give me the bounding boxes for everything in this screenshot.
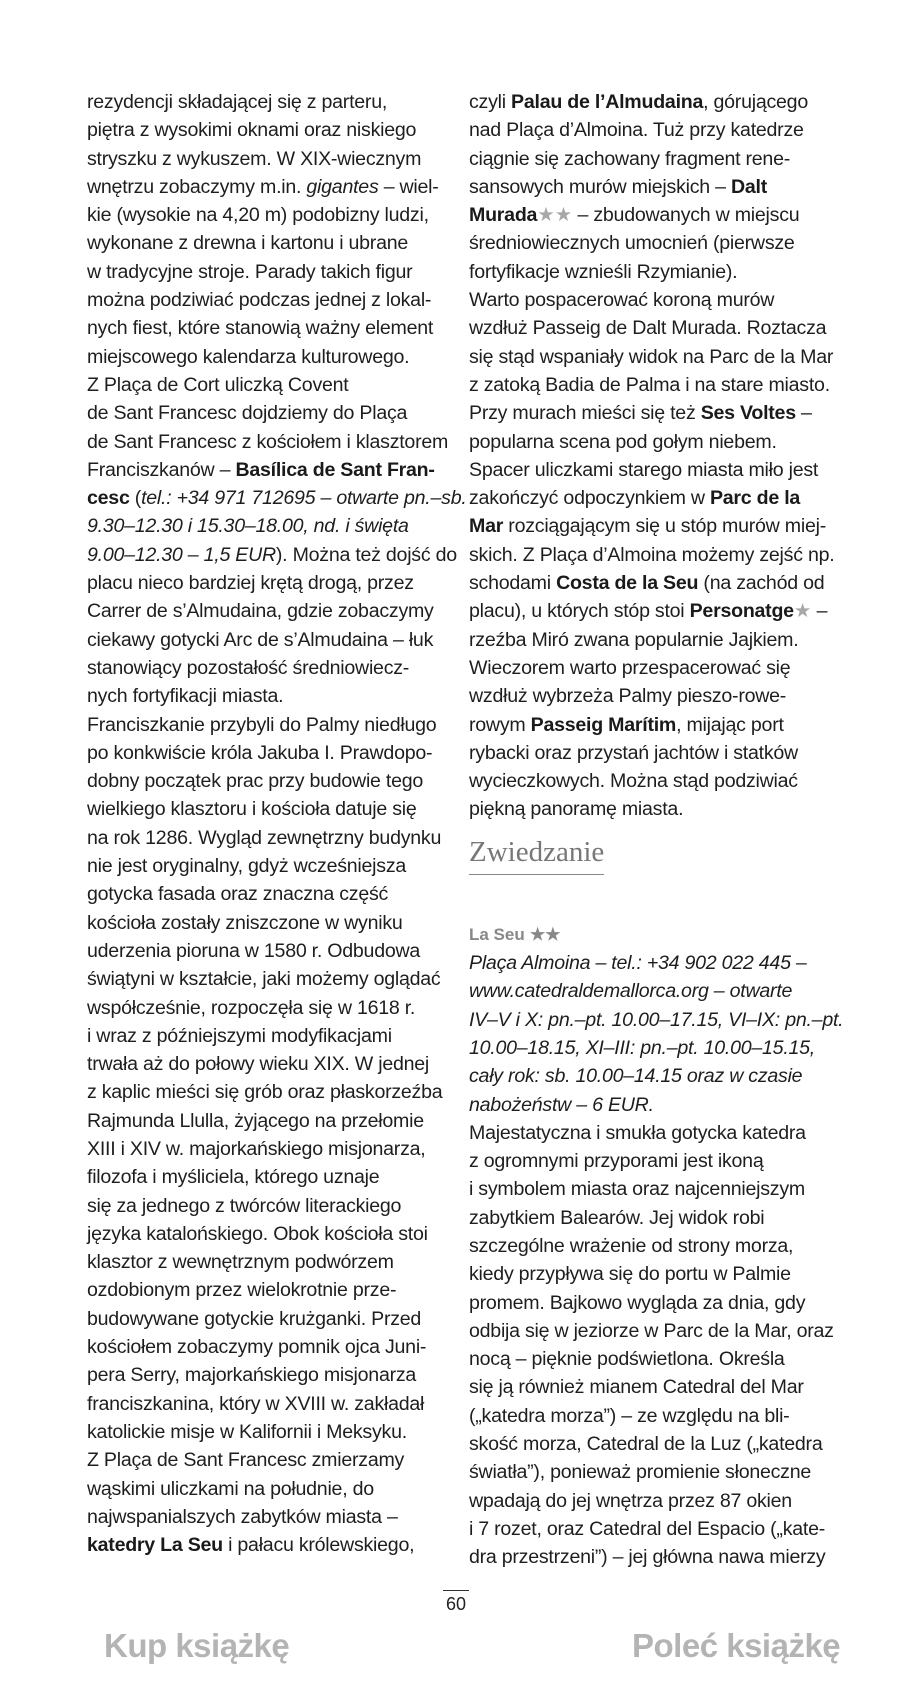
text-line <box>469 371 830 399</box>
text-segment: wykonane z drewna i kartonu i ubrane <box>87 232 409 255</box>
text-line <box>87 937 442 965</box>
text-segment: Personatge <box>689 600 794 623</box>
text-line <box>87 1050 442 1078</box>
sight-info-line: 10.00–18.15, XI–III: pn.–pt. 10.00–15.15, <box>469 1036 815 1059</box>
text-segment: z kaplic mieści się grób oraz płaskorzeźba <box>87 1081 443 1104</box>
text-segment: Passeig Marítim <box>530 713 677 736</box>
text-line <box>87 1390 442 1418</box>
sight-info-line: www.catedraldemallorca.org – otwarte <box>469 980 793 1003</box>
text-line <box>87 399 442 427</box>
text-line <box>469 116 827 144</box>
text-segment: gotycka fasada oraz znaczna część <box>87 883 389 906</box>
text-line <box>87 1192 442 1220</box>
text-line <box>87 428 449 456</box>
text-segment: Mar <box>469 515 504 538</box>
text-line: („katedra morza”) – ze względu na bli- <box>469 1404 790 1427</box>
text-line <box>87 1531 442 1559</box>
text-segment: nad Plaça d’Almoina. Tuż przy katedrze <box>469 119 804 142</box>
text-line <box>87 258 442 286</box>
text-line <box>87 286 442 314</box>
text-line: skość morza, Catedral de la Luz („katedra <box>469 1433 823 1456</box>
text-segment: średniowiecznych umocnień (pierwsze <box>469 232 795 255</box>
text-segment: i pałacu królewskiego, <box>222 1534 415 1557</box>
text-segment: miejscowego kalendarza kulturowego. <box>87 345 410 368</box>
text-line <box>469 286 827 314</box>
text-line <box>469 428 827 456</box>
text-segment: rozciągającym się u stóp murów miej- <box>503 515 826 538</box>
text-line: promem. Bajkowo wygląda za dnia, gdy <box>469 1291 806 1314</box>
text-segment: i wraz z późniejszymi modyfikacjami <box>87 1024 392 1047</box>
text-segment: na rok 1286. Wygląd zewnętrzny budynku <box>87 826 442 849</box>
left-column <box>87 88 467 1559</box>
text-segment: – <box>811 600 828 623</box>
text-line <box>87 795 442 823</box>
text-line: odbija się w jeziorze w Parc de la Mar, oraz <box>469 1319 834 1342</box>
text-segment: 9.30–12.30 i 15.30–18.00, nd. i święta <box>87 515 409 538</box>
text-line <box>469 258 827 286</box>
text-segment: Murada <box>469 204 538 227</box>
text-segment: popularna scena pod gołym niebem. <box>469 430 777 453</box>
text-line <box>469 229 827 257</box>
text-segment: współcześnie, rozpoczęła się w 1618 r. <box>87 996 416 1019</box>
text-segment: , górującego <box>703 91 808 113</box>
text-segment: franciszkanina, który w XVIII w. zakładał <box>87 1392 425 1415</box>
text-line <box>469 314 827 342</box>
sight-stars: ★★ <box>529 924 561 944</box>
text-segment: gigantes <box>306 175 379 198</box>
right-column-text <box>469 88 835 824</box>
text-line: Majestatyczna i smukła gotycka katedra <box>469 1121 806 1144</box>
text-line <box>87 1503 442 1531</box>
text-line <box>87 1418 442 1446</box>
text-segment: de Sant Francesc z kościołem i klasztorem <box>87 430 449 453</box>
sight-info <box>469 949 844 1119</box>
text-line: kiedy przypływa się do portu w Palmie <box>469 1263 791 1286</box>
text-line <box>87 88 442 116</box>
text-segment: rzeźba Miró zwana popularnie Jajkiem. <box>469 628 799 651</box>
text-segment: rezydencji składającej się z parteru, <box>87 91 388 113</box>
text-line <box>87 739 442 767</box>
text-segment: – zbudowanych w miejscu <box>572 204 800 227</box>
text-segment: Costa de la Seu <box>556 572 699 595</box>
text-segment: Palau de l’Almudaina <box>511 91 704 113</box>
text-segment: tel.: +34 971 712695 – otwarte pn.–sb. <box>141 487 467 510</box>
text-line <box>87 1220 442 1248</box>
text-segment: (na zachód od <box>698 572 825 595</box>
text-segment: ( <box>129 487 142 510</box>
text-segment: stanowiący pozostałość średniowiecz- <box>87 656 410 679</box>
text-segment: wielkiego klasztoru i kościoła datuje się <box>87 798 417 821</box>
text-segment: uderzenia pioruna w 1580 r. Odbudowa <box>87 939 421 962</box>
text-segment: zakończyć odpoczynkiem w <box>469 487 710 510</box>
text-line <box>87 654 442 682</box>
text-segment: schodami <box>469 572 557 595</box>
text-segment: stryszku z wykuszem. W XIX-wiecznym <box>87 147 422 170</box>
text-segment: Z Plaça de Cort uliczką Covent <box>87 373 349 396</box>
text-segment: Franciszkanów – <box>87 458 236 481</box>
text-segment: świątyni w kształcie, jaki możemy oglądać <box>87 968 441 991</box>
text-segment: Spacer uliczkami starego miasta miło jest <box>469 458 819 481</box>
text-segment: Wieczorem warto przespacerować się <box>469 656 791 679</box>
text-segment: po konkwiście króla Jakuba I. Prawdopo- <box>87 741 433 764</box>
text-line <box>469 456 827 484</box>
page-number-rule <box>443 1590 469 1591</box>
text-segment: kościoła zostały zniszczone w wyniku <box>87 911 403 934</box>
text-segment: się za jednego z twórców literackiego <box>87 1194 402 1217</box>
text-line <box>87 229 442 257</box>
text-line: nocą – pięknie podświetlona. Określa <box>469 1348 785 1371</box>
text-line: i 7 rozet, oraz Catedral del Espacio („kate- <box>469 1517 826 1540</box>
buy-book-link[interactable]: Kup książkę <box>104 1627 290 1664</box>
text-line <box>469 626 827 654</box>
text-line <box>87 994 442 1022</box>
rating-star-icon: ★★ <box>537 204 573 227</box>
text-line <box>87 1163 442 1191</box>
text-line <box>87 965 442 993</box>
text-segment: Franciszkanie przybyli do Palmy niedługo <box>87 713 437 736</box>
text-line <box>87 1107 442 1135</box>
text-segment: katedry La Seu <box>87 1534 223 1557</box>
text-segment: się stąd wspaniały widok na Parc de la Mar <box>469 345 834 368</box>
text-segment: nych fiest, które stanowią ważny element <box>87 317 434 340</box>
text-line <box>469 343 834 371</box>
page-number: 60 <box>445 1594 467 1614</box>
text-segment: z zatoką Badia de Palma i na stare miasto. <box>469 373 830 396</box>
text-segment: Parc de la <box>709 487 801 510</box>
text-segment: Z Plaça de Sant Francesc zmierzamy <box>87 1449 405 1472</box>
text-line <box>469 597 827 625</box>
text-segment: de Sant Francesc dojdziemy do Plaça <box>87 402 408 425</box>
text-line <box>87 512 442 540</box>
text-segment: kie (wysokie na 4,20 m) podobizny ludzi, <box>87 204 429 227</box>
text-line <box>87 1135 442 1163</box>
text-segment: budowywane gotyckie krużganki. Przed <box>87 1307 422 1330</box>
text-segment: 9.00–12.30 – 1,5 EUR <box>87 543 276 566</box>
text-segment: ciągnie się zachowany fragment rene- <box>469 147 791 170</box>
text-line <box>87 145 442 173</box>
text-line <box>87 597 442 625</box>
text-segment: najwspanialszych zabytków miasta – <box>87 1505 398 1528</box>
text-line: z ogromnymi przyporami jest ikoną <box>469 1150 764 1173</box>
text-line <box>87 1361 442 1389</box>
text-line <box>87 1305 442 1333</box>
text-line <box>87 909 442 937</box>
text-segment: wzdłuż Passeig de Dalt Murada. Roztacza <box>469 317 827 340</box>
text-segment: Przy murach mieści się też <box>469 402 701 425</box>
text-line: dra przestrzeni”) – jej główna nawa mierzy <box>469 1546 826 1569</box>
text-line <box>469 739 827 767</box>
text-segment: ciekawy gotycki Arc de s’Almudaina – łuk <box>87 628 434 651</box>
text-segment: cesc <box>87 487 130 510</box>
text-line <box>469 512 827 540</box>
text-segment: klasztor z wewnętrznym podwórzem <box>87 1251 394 1274</box>
text-line <box>87 1248 442 1276</box>
text-line <box>87 173 442 201</box>
sight-title <box>469 920 827 949</box>
text-line <box>469 541 835 569</box>
text-line <box>87 484 467 512</box>
text-line <box>87 371 442 399</box>
text-line <box>469 795 827 823</box>
sight-info-line: nabożeństw – 6 EUR. <box>469 1093 654 1116</box>
text-segment: Ses Voltes <box>700 402 796 425</box>
text-segment: języka katalońskiego. Obok kościoła stoi <box>87 1222 428 1245</box>
text-segment: katolickie misje w Kalifornii i Meksyku. <box>87 1420 407 1443</box>
text-segment: placu nieco bardziej krętą drogą, przez <box>87 572 414 595</box>
text-segment: – wiel- <box>378 175 439 198</box>
text-segment: Basílica de Sant Fran- <box>235 458 435 481</box>
text-segment: filozofa i myśliciela, którego uznaje <box>87 1166 380 1189</box>
text-line <box>87 1078 442 1106</box>
text-segment: ozdobionym przez wielokrotnie prze- <box>87 1279 397 1302</box>
text-line <box>469 399 827 427</box>
text-segment: placu), u których stóp stoi <box>469 600 690 623</box>
text-line <box>87 1333 442 1361</box>
text-line <box>469 145 827 173</box>
text-line: wpadają do jej wnętrza przez 87 okien <box>469 1489 792 1512</box>
text-line <box>87 343 442 371</box>
text-segment: Rajmunda Llulla, żyjącego na przełomie <box>87 1109 424 1132</box>
text-segment: kościołem zobaczymy pomnik ojca Juni- <box>87 1336 427 1359</box>
text-segment: fortyfikacje wznieśli Rzymianie). <box>469 260 738 283</box>
text-segment: ). Można też dojść do <box>275 543 457 566</box>
text-line <box>469 711 827 739</box>
text-segment: w tradycyjne stroje. Parady takich figur <box>87 260 413 283</box>
text-segment: XIII i XIV w. majorkańskiego misjonarza, <box>87 1137 426 1160</box>
text-line <box>87 1022 442 1050</box>
text-segment: dobny początek prac przy budowie tego <box>87 770 424 793</box>
text-segment: – <box>795 402 812 425</box>
text-segment: nie jest oryginalny, gdyż wcześniejsza <box>87 855 407 878</box>
section-heading <box>469 835 827 882</box>
text-segment: piętra z wysokimi oknami oraz niskiego <box>87 119 417 142</box>
text-segment: , mijając port <box>676 713 784 736</box>
sight-description <box>469 1119 834 1572</box>
text-segment: trwała aż do połowy wieku XIX. W jednej <box>87 1053 430 1076</box>
text-line <box>87 711 442 739</box>
text-line <box>87 626 442 654</box>
section-heading-text: Zwiedzanie <box>469 836 604 875</box>
sight-info-line: Plaça Almoina – tel.: +34 902 022 445 – <box>469 952 807 975</box>
text-segment: wnętrzu zobaczymy m.in. <box>87 175 307 198</box>
text-line: i symbolem miasta oraz najcenniejszym <box>469 1178 805 1201</box>
right-column <box>469 88 844 1572</box>
text-segment: sansowych murów miejskich – <box>469 175 731 198</box>
text-line <box>87 1446 442 1474</box>
text-line <box>469 767 827 795</box>
text-segment: rowym <box>469 713 531 736</box>
text-line <box>87 456 442 484</box>
text-segment: piękną panoramę miasta. <box>469 798 684 821</box>
text-segment: wąskimi uliczkami na południe, do <box>87 1477 374 1500</box>
text-segment: Dalt <box>730 175 767 198</box>
text-line <box>87 767 442 795</box>
text-line <box>87 569 442 597</box>
text-line: światła”), ponieważ promienie słoneczne <box>469 1461 812 1484</box>
text-line <box>87 201 442 229</box>
text-line <box>87 541 457 569</box>
text-line <box>469 654 827 682</box>
text-line: zabytkiem Balearów. Jej widok robi <box>469 1206 765 1229</box>
text-line <box>469 484 827 512</box>
text-segment: pera Serry, majorkańskiego misjonarza <box>87 1364 417 1387</box>
text-segment: Warto pospacerować koroną murów <box>469 289 775 312</box>
text-line <box>87 1475 442 1503</box>
text-line <box>87 880 442 908</box>
recommend-book-link[interactable]: Poleć książkę <box>632 1627 841 1664</box>
sight-name: La Seu <box>469 924 525 944</box>
text-line <box>87 852 442 880</box>
rating-star-icon: ★ <box>793 600 812 623</box>
text-line <box>87 116 442 144</box>
text-line <box>87 314 442 342</box>
text-line <box>87 824 442 852</box>
text-line <box>87 1276 442 1304</box>
sight-info-line: IV–V i X: pn.–pt. 10.00–17.15, VI–IX: pn.–pt. <box>469 1008 844 1031</box>
text-line: się ją również mianem Catedral del Mar <box>469 1376 804 1399</box>
text-line: szczególne wrażenie od strony morza, <box>469 1234 794 1257</box>
text-line <box>469 682 827 710</box>
text-segment: Carrer de s’Almudaina, gdzie zobaczymy <box>87 600 434 623</box>
text-line <box>469 173 827 201</box>
text-segment: wzdłuż wybrzeża Palmy pieszo-rowe- <box>469 685 787 708</box>
text-line <box>87 682 442 710</box>
text-segment: skich. Z Plaça d’Almoina możemy zejść np. <box>469 543 835 566</box>
text-segment: rybacki oraz przystań jachtów i statków <box>469 741 798 764</box>
text-segment: nych fortyfikacji miasta. <box>87 685 284 708</box>
text-segment: czyli <box>469 91 512 113</box>
text-segment: można podziwiać podczas jednej z lokal- <box>87 289 432 312</box>
sight-info-line: cały rok: sb. 10.00–14.15 oraz w czasie <box>469 1065 803 1088</box>
text-line <box>469 88 827 116</box>
text-line <box>469 569 827 597</box>
text-segment: wycieczkowych. Można stąd podziwiać <box>469 770 798 793</box>
text-line <box>469 201 827 229</box>
